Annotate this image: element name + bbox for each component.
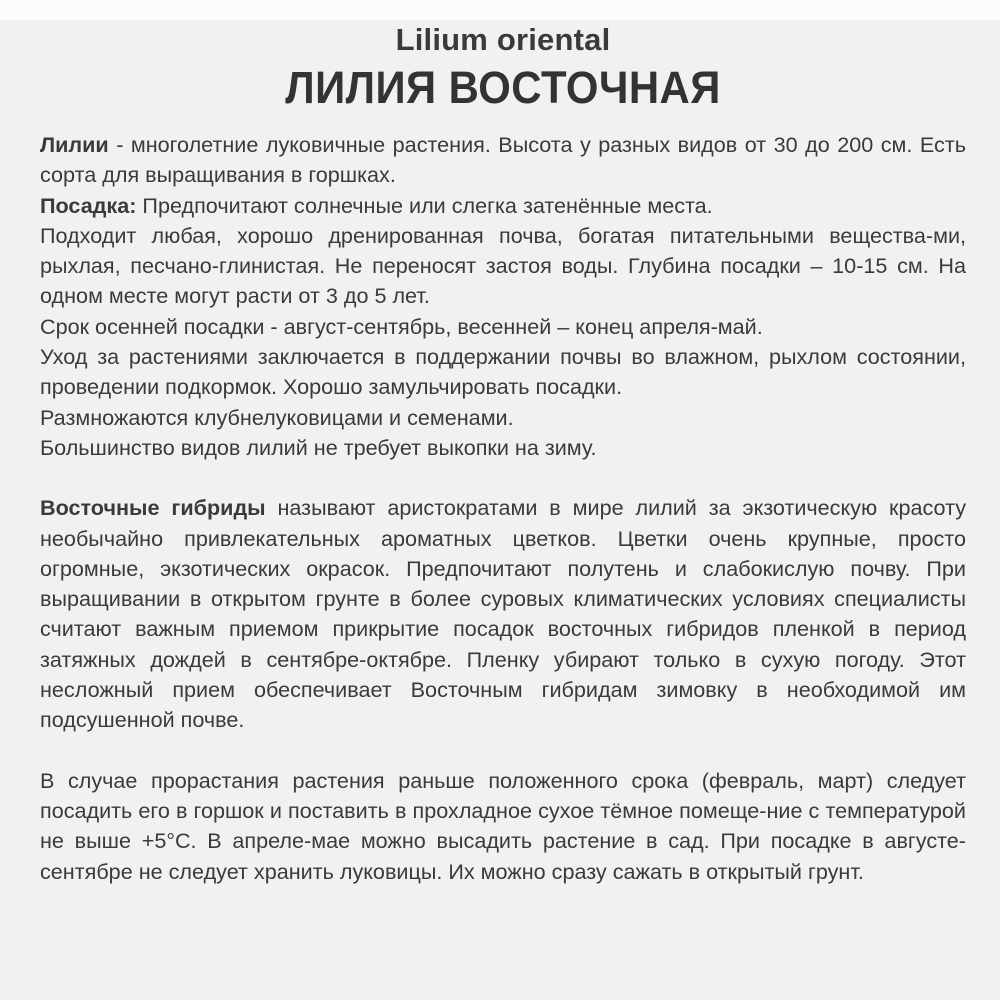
planting-label: Посадка: xyxy=(40,192,137,218)
section-spacer xyxy=(40,736,966,766)
early-sprouting-paragraph: В случае прорастания растения раньше положенного срока (февраль, март) следует посадить его в горшок и поставить в прохладное сухое тёмное помеще-ние с температурой не выше +5°С. В апреле-мае можно высадить растение в сад. При посадке в августе-сентябре не следует хранить луковицы. Их можно сразу сажать в открытый грунт. xyxy=(40,767,966,884)
top-edge xyxy=(0,0,1000,20)
oriental-hybrids-text: называют аристократами в мире лилий за экзотическую красоту необычайно привлекательных ароматных цветков. Цветки очень крупные, просто огромные, экзотических окрасок. Предпочитают полутень и слабокислую почву. При выращивании в открытом грунте в более суровых климатических условиях специалисты считают важным приемом прикрытие посадок восточных гибридов пленкой в период затяжных дождей в сентябре-октябре. Пленку убирают только в сухую погоду. Этот несложный прием обеспечивает Восточным гибридам зимовку в необходимой им подсушенной почве. xyxy=(40,495,966,733)
planting-dates-paragraph: Срок осенней посадки - август-сентябрь, весенней – конец апреля-май. xyxy=(40,313,763,339)
lilies-paragraph xyxy=(40,130,966,191)
oriental-hybrids-paragraph xyxy=(40,493,966,735)
winter-paragraph: Большинство видов лилий не требует выкопки на зиму. xyxy=(40,434,597,460)
planting-paragraph xyxy=(40,191,966,221)
oriental-hybrids-label: Восточные гибриды xyxy=(40,495,266,521)
page-title: ЛИЛИЯ ВОСТОЧНАЯ xyxy=(285,62,721,113)
section-spacer xyxy=(40,463,966,493)
planting-text: Предпочитают солнечные или слегка затенённые места. xyxy=(136,192,713,218)
description-body xyxy=(40,130,966,887)
lilies-text: - многолетние луковичные растения. Высота у разных видов от 30 до 200 см. Есть сорта для выращивания в горшках. xyxy=(40,132,966,188)
care-paragraph: Уход за растениями заключается в поддержании почвы во влажном, рыхлом состоянии, проведении подкормок. Хорошо замульчировать посадки. xyxy=(40,344,966,400)
lilies-label: Лилии xyxy=(40,132,109,157)
soil-paragraph: Подходит любая, хорошо дренированная почва, богатая питательными вещества-ми, рыхлая, песчано-глинистая. Не переносят застоя воды. Глубина посадки – 10-15 см. На одном месте могут расти от 3 до 5 лет. xyxy=(40,222,966,309)
label-content xyxy=(40,20,966,887)
propagation-paragraph: Размножаются клубнелуковицами и семенами. xyxy=(40,404,514,430)
latin-title: Lilium oriental xyxy=(395,22,611,57)
